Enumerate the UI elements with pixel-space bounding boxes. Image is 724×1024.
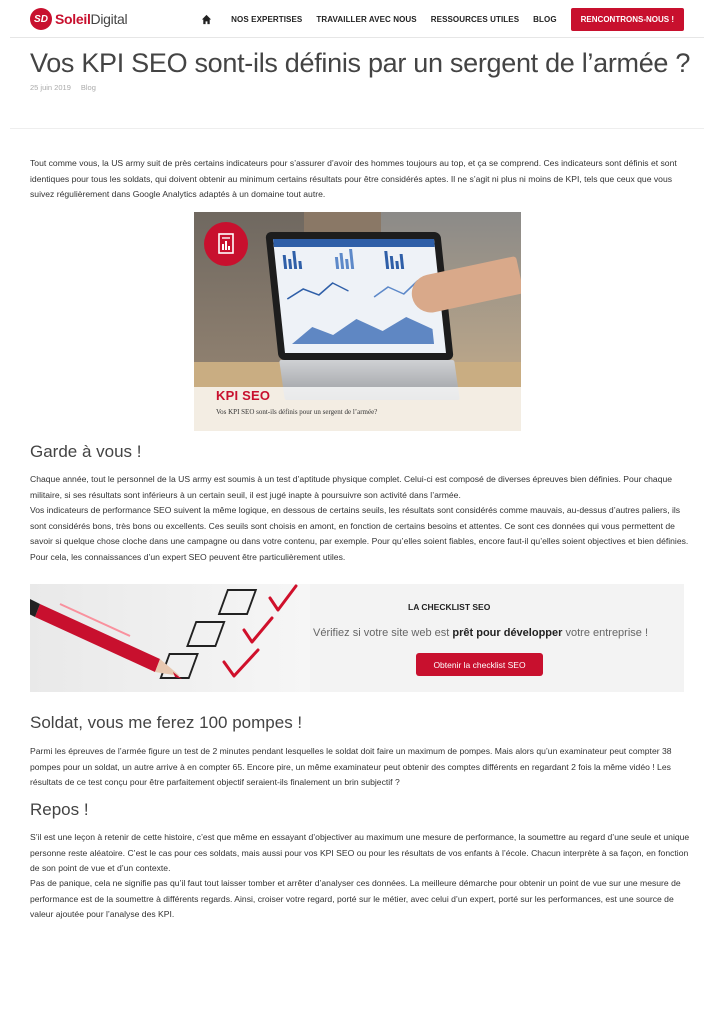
featured-image	[194, 212, 521, 431]
checklist-title: LA CHECKLIST SEO	[408, 602, 491, 612]
section3-paragraph-1: S’il est une leçon à retenir de cette histoire, c’est que même en essayant d’objectiver au maximum une mesure de performance, la soumettre au regard d’une seule et unique personne reste aléatoire. C’est le cas pour ces soldats, mais aussi pour vos KPI SEO ou pour les résultats de vos enfants à l’école. Chacun interprète à sa façon, en fonction de son point de vue et d’un contexte.	[30, 832, 690, 873]
checklist-text-bold: prêt pour développer	[452, 627, 563, 639]
checklist-text-after: votre entreprise !	[562, 627, 649, 639]
post-date: 25 juin 2019	[30, 83, 71, 92]
get-checklist-button[interactable]: Obtenir la checklist SEO	[416, 653, 543, 676]
logo-mark: SD	[30, 8, 52, 30]
section2-paragraph-1: Parmi les épreuves de l’armée figure un test de 2 minutes pendant lesquelles le soldat doit faire un maximum de pompes. Mais alors qu’un examinateur peut compter 38 pompes pour un soldat, un autre arrive à en compter 65. Encore pire, un même examinateur peut obtenir des comptes différents en regardant 2 fois la même vidéo ! Les résultats de ce test conçu pour être parfaitement objectif seraient-ils finalement un brin subjectif ?	[30, 746, 672, 787]
logo-word-digital: Digital	[90, 11, 128, 27]
main-nav	[199, 8, 684, 31]
logo-word-soleil: Soleil	[55, 11, 91, 27]
post-category[interactable]: Blog	[80, 83, 96, 92]
divider	[10, 128, 704, 129]
logo-wordmark	[55, 11, 127, 27]
site-header	[10, 0, 704, 38]
logo[interactable]	[30, 8, 127, 30]
page-title: Vos KPI SEO sont-ils définis par un sergent de l’armée ?	[30, 48, 691, 78]
section-heading-garde: Garde à vous !	[30, 442, 142, 461]
checklist-illustration	[30, 584, 310, 692]
checklist-text	[313, 627, 648, 639]
nav-item-blog[interactable]: BLOG	[533, 15, 557, 24]
section3-paragraph-2: Pas de panique, cela ne signifie pas qu’il faut tout laisser tomber et arrêter d’analyser ces données. La meilleure démarche pour obtenir un point de vue sur une mesure de performance est de la soumettre à différents regards. Ainsi, croiser votre regard, porté sur le métier, avec celui d’un expert, porté sur les performances, est une source de valeur ajoutée pour l’analyse des KPI.	[30, 878, 681, 919]
nav-item-ressources[interactable]: RESSOURCES UTILES	[430, 15, 520, 24]
section1-paragraph-2: Vos indicateurs de performance SEO suivent la même logique, en dessous de certains seuils, les résultats sont considérés comme mauvais, au-dessus d’autres paliers, ils sont considérés bons, très bons ou excellents. Ces seuils sont choisis en amont, en fonction de certains besoins et attentes. Ce sont ces données qui vous permettent de savoir si quelque chose cloche dans une campagne ou dans votre contenu, par exemple. Pour qu’elles soient fiables, encore faut-il qu’elles soient objectives et bien définies. Pour cela, les connaissances d’un expert SEO peuvent être particulièrement utiles.	[30, 505, 689, 562]
image-caption-subtitle: Vos KPI SEO sont-ils définis pour un sergent de l’armée?	[216, 408, 378, 416]
document-chart-icon	[204, 222, 248, 266]
section1-paragraph-1: Chaque année, tout le personnel de la US army est soumis à un test d’aptitude physique complet. Celui-ci est composé de diverses épreuves bien définies. Pour chaque militaire, si ses résultats sont inférieurs à un certain seuil, il est jugé inapte à poursuivre son activité dans l’armée.	[30, 474, 673, 500]
section-heading-soldat: Soldat, vous me ferez 100 pompes !	[30, 713, 303, 732]
nav-item-travailler[interactable]: TRAVAILLER AVEC NOUS	[316, 15, 417, 24]
post-meta	[30, 83, 96, 92]
section-heading-repos: Repos !	[30, 800, 89, 819]
intro-paragraph: Tout comme vous, la US army suit de près certains indicateurs pour s’assurer d’avoir des hommes toujours au top, et ça se comprend. Ces indicateurs sont définis et sont identiques pour tous les soldats, qui doivent obtenir au minimum certains résultats pour être considérés aptes. Il ne s’agit ni plus ni moins de KPI, tels que ceux que vous suivez régulièrement dans Google Analytics adaptés à un domaine tout autre.	[30, 158, 677, 199]
checklist-text-before: Vérifiez si votre site web est	[313, 627, 453, 639]
image-caption-title: KPI SEO	[216, 388, 271, 403]
nav-item-expertises[interactable]: NOS EXPERTISES	[231, 15, 303, 24]
home-icon[interactable]	[199, 13, 213, 27]
contact-cta-button[interactable]: RENCONTRONS-NOUS !	[571, 8, 684, 31]
